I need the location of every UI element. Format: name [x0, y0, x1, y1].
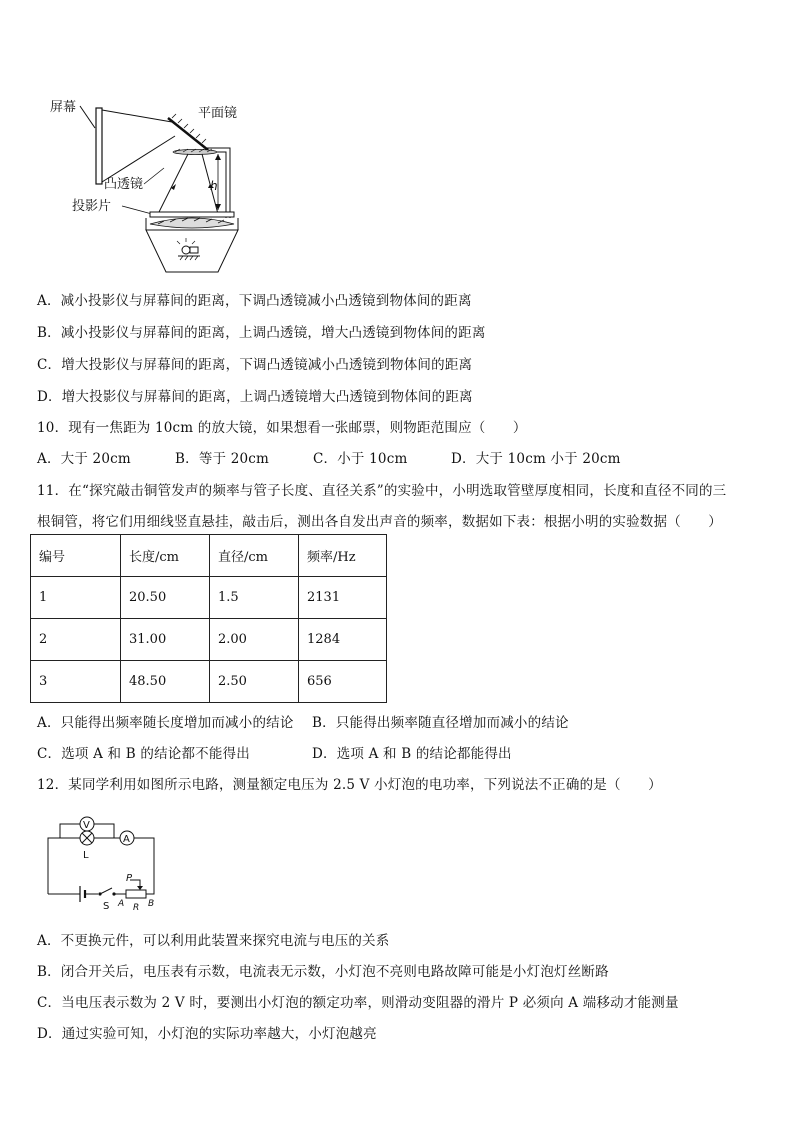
projector-diagram [40, 90, 270, 280]
table-row [31, 619, 387, 661]
table-header-row [31, 535, 387, 577]
table-cell: 2 [31, 619, 121, 661]
q9-option-a: A．减小投影仪与屏幕间的距离，下调凸透镜减小凸透镜到物体间的距离 [37, 293, 472, 309]
q12-option-b: B．闭合开关后，电压表有示数，电流表无示数，小灯泡不亮则电路故障可能是小灯泡灯丝断路 [37, 964, 609, 980]
table-cell: 20.50 [121, 577, 210, 619]
q11-stem-line2: 根铜管，将它们用细线竖直悬挂，敲击后，测出各自发出声音的频率，数据如下表：根据小明的实验数据（ ） [37, 514, 722, 530]
q10-option-b: B．等于 20cm [175, 451, 270, 467]
resistor-label: R [133, 903, 140, 912]
slide [150, 212, 234, 217]
table-cell: 1284 [299, 619, 387, 661]
mirror-label: 平面镜 [198, 106, 238, 121]
lamp-label: L [83, 850, 89, 861]
q10-option-c: C．小于 10cm [313, 451, 408, 467]
circuit-diagram [40, 800, 170, 912]
table-cell: 31.00 [121, 619, 210, 661]
screen [96, 108, 102, 184]
table-cell: 2.50 [210, 661, 299, 703]
table-cell: 2131 [299, 577, 387, 619]
ammeter-label: A [123, 834, 130, 845]
lens-label: 凸透镜 [104, 177, 144, 192]
screen-label: 屏幕 [50, 100, 77, 115]
lamp-symbol [80, 831, 94, 845]
end-a-label: A [118, 899, 125, 909]
q12-stem: 12．某同学利用如图所示电路，测量额定电压为 2.5 V 小灯泡的电功率，下列说法不正确的是（ ） [37, 777, 662, 793]
table-cell: 1.5 [210, 577, 299, 619]
table-header: 直径/cm [210, 535, 299, 577]
end-b-label: B [148, 899, 155, 909]
plane-mirror [168, 118, 208, 150]
q12-option-a: A．不更换元件，可以利用此装置来探究电流与电压的关系 [37, 933, 390, 949]
voltmeter-label: V [83, 820, 90, 831]
table-cell: 2.00 [210, 619, 299, 661]
q10-option-a: A．大于 20cm [37, 451, 131, 467]
switch-label: S [103, 901, 110, 912]
slider-label: P [126, 873, 133, 884]
q11-option-c: C．选项 A 和 B 的结论都不能得出 [37, 746, 250, 762]
q9-option-c: C．增大投影仪与屏幕间的距离，下调凸透镜减小凸透镜到物体间的距离 [37, 357, 473, 373]
projector-box [146, 230, 238, 272]
q12-option-d: D．通过实验可知，小灯泡的实际功率越大，小灯泡越亮 [37, 1026, 377, 1042]
table-cell: 656 [299, 661, 387, 703]
q9-option-d: D．增大投影仪与屏幕间的距离，上调凸透镜增大凸透镜到物体间的距离 [37, 389, 473, 405]
q11-option-a: A．只能得出频率随长度增加而减小的结论 [37, 715, 294, 731]
table-row [31, 661, 387, 703]
table-cell: 1 [31, 577, 121, 619]
q9-option-b: B．减小投影仪与屏幕间的距离，上调凸透镜，增大凸透镜到物体间的距离 [37, 325, 486, 341]
q11-stem-line1: 11．在“探究敲击铜管发声的频率与管子长度、直径关系”的实验中，小明选取管壁厚度相同，长度和直径不同的三 [37, 483, 727, 499]
rheostat [126, 890, 146, 898]
q10-option-d: D．大于 10cm 小于 20cm [451, 451, 621, 467]
table-row [31, 577, 387, 619]
table-header: 频率/Hz [299, 535, 387, 577]
table-cell: 3 [31, 661, 121, 703]
q11-option-b: B．只能得出频率随直径增加而减小的结论 [312, 715, 569, 731]
q12-option-c: C．当电压表示数为 2 V 时，要测出小灯泡的额定功率，则滑动变阻器的滑片 P 必须向 A 端移动才能测量 [37, 995, 679, 1011]
table-cell: 48.50 [121, 661, 210, 703]
table-header: 编号 [31, 535, 121, 577]
slide-label: 投影片 [72, 199, 112, 214]
table-header: 长度/cm [121, 535, 210, 577]
frequency-table [30, 534, 387, 703]
q10-stem: 10．现有一焦距为 10cm 的放大镜，如果想看一张邮票，则物距范围应（ ） [37, 420, 527, 436]
q11-option-d: D．选项 A 和 B 的结论都能得出 [312, 746, 512, 762]
switch [100, 888, 112, 894]
h-label: h [210, 179, 218, 193]
